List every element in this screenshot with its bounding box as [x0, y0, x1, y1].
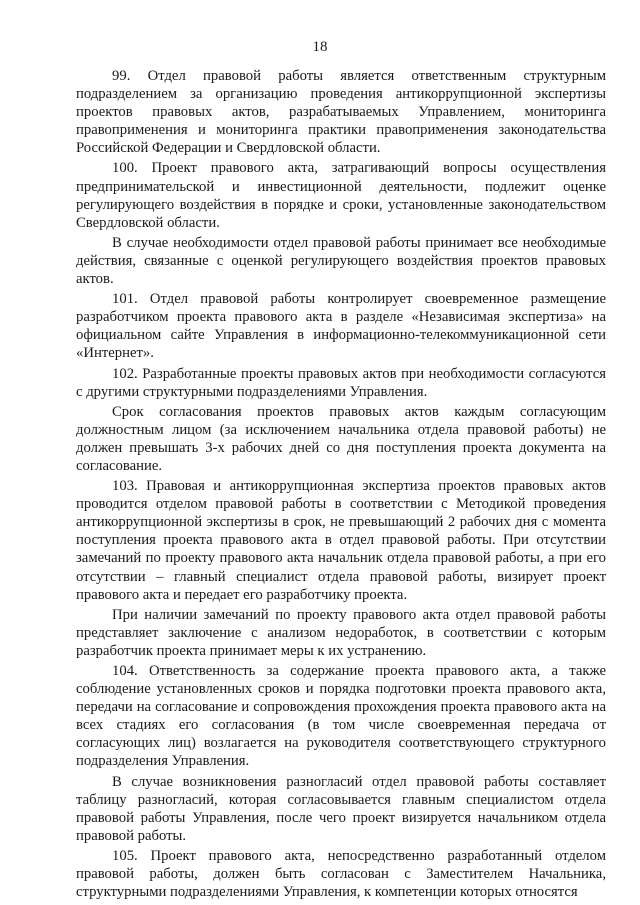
paragraph-99: 99. Отдел правовой работы является ответственным структурным подразделением за организацию проведения антикоррупционной экспертизы проектов правовых актов, разрабатываемых Управлением, мониторинга правоприменения и мониторинга практики правоприменения законодательства Российской Федерации и Свердловской области. — [76, 68, 606, 157]
paragraph-100: 100. Проект правового акта, затрагивающий вопросы осуществления предпринимательской и инвестиционной деятельности, подлежит оценке регулирующего воздействия в порядке и сроки, установленные законодательством Свердловской области. — [76, 160, 606, 231]
paragraph-100-continuation: В случае необходимости отдел правовой работы принимает все необходимые действия, связанные с оценкой регулирующего воздействия проектов правовых актов. — [76, 234, 606, 288]
document-body — [76, 67, 606, 903]
paragraph-102: 102. Разработанные проекты правовых актов при необходимости согласуются с другими структурными подразделениями Управления. — [76, 365, 606, 400]
paragraph-103: 103. Правовая и антикоррупционная экспертиза проектов правовых актов проводится отделом правовой работы в соответствии с Методикой проведения антикоррупционной экспертизы в срок, не превышающий 2 рабочих дня с момента поступления проекта правового акта в отдел правовой работы. При отсутствии замечаний по проекту правового акта начальник отдела правовой работы, а при его отсутствии – главный специалист отдела правовой работы, визирует проект правового акта и передает его разработчику проекта. — [76, 478, 606, 603]
paragraph-105: 105. Проект правового акта, непосредственно разработанный отделом правовой работы, должен быть согласован с Заместителем Начальника, структурными подразделениями Управления, к компетенции которых относятся — [76, 847, 606, 901]
paragraph-102-continuation: Срок согласования проектов правовых актов каждым согласующим должностным лицом (за исключением начальника отдела правовой работы) не должен превышать 3-х рабочих дней со дня поступления проекта документа на согласование. — [76, 403, 606, 474]
paragraph-101: 101. Отдел правовой работы контролирует своевременное размещение разработчиком проекта правового акта в разделе «Независимая экспертиза» на официальном сайте Управления в информационно-телекоммуникационной сети «Интернет». — [76, 291, 606, 362]
paragraph-103-continuation: При наличии замечаний по проекту правового акта отдел правовой работы представляет заключение с анализом недоработок, в соответствии с которым разработчик проекта принимает меры к их устранению. — [76, 606, 606, 659]
paragraph-104-continuation: В случае возникновения разногласий отдел правовой работы составляет таблицу разногласий, которая согласовывается главным специалистом отдела правовой работы Управления, после чего проект визируется начальником отдела правовой работы. — [76, 773, 606, 844]
page-number: 18 — [312, 39, 328, 55]
paragraph-104: 104. Ответственность за содержание проекта правового акта, а также соблюдение установленных сроков и порядка подготовки проекта правового акта, передачи на согласование и сопровождения прохождения проекта правового акта на всех стадиях его согласования (в том числе своевременная передача от согласующих лиц) возлагается на руководителя соответствующего структурного подразделения Управления. — [76, 663, 606, 770]
